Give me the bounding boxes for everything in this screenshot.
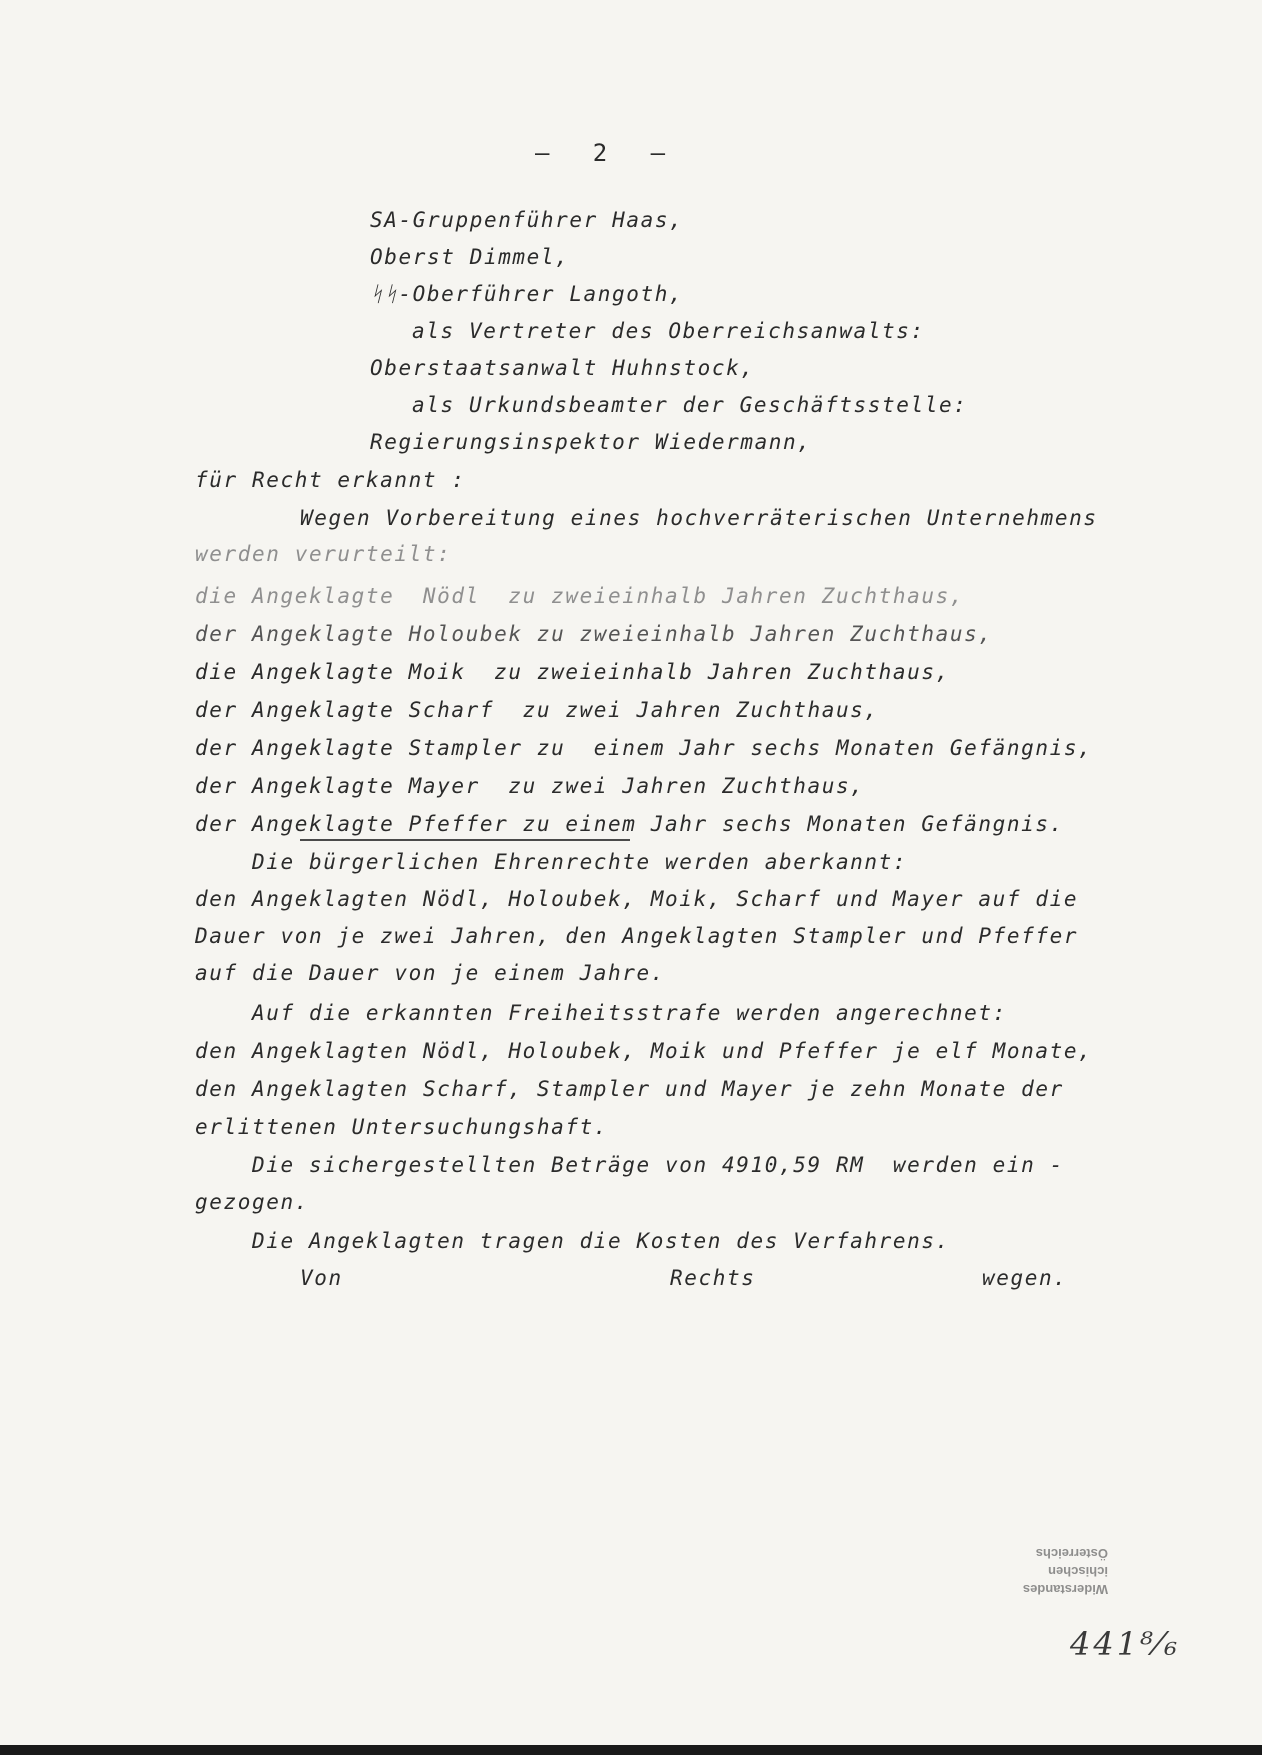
page-number: – 2 – (535, 139, 666, 167)
charge-line: werden verurteilt: (195, 542, 452, 566)
court-member: ᛋᛋ-Oberführer Langoth, (370, 282, 684, 306)
honor-rights-line: Dauer von je zwei Jahren, den Angeklagten Stampler und Pfeffer (195, 924, 1079, 948)
honor-rights-line: auf die Dauer von je einem Jahre. (195, 961, 666, 985)
prosecutor-label: als Vertreter des Oberreichsanwalts: (412, 319, 925, 343)
confiscation-line: gezogen. (195, 1190, 309, 1214)
sentence-line: der Angeklagte Pfeffer zu einem Jahr sechs Monaten Gefängnis. (195, 812, 1064, 836)
custody-credit-line: Auf die erkannten Freiheitsstrafe werden angerechnet: (195, 1001, 1007, 1025)
court-member: Oberst Dimmel, (370, 245, 570, 269)
custody-credit-line: den Angeklagten Nödl, Holoubek, Moik und Pfeffer je elf Monate, (195, 1039, 1093, 1063)
charge-line: Wegen Vorbereitung eines hochverräterischen Unternehmens (300, 506, 1098, 530)
verdict-intro: für Recht erkannt : (195, 468, 466, 492)
sentence-line: die Angeklagte Moik zu zweieinhalb Jahren Zuchthaus, (195, 660, 950, 684)
stamp-line: Widerstandes (1022, 1582, 1108, 1597)
sentence-line: die Angeklagte Nödl zu zweieinhalb Jahren Zuchthaus, (195, 584, 965, 608)
court-member: SA-Gruppenführer Haas, (370, 208, 684, 232)
clerk-name: Regierungsinspektor Wiedermann, (370, 430, 812, 454)
honor-rights-line: den Angeklagten Nödl, Holoubek, Moik, Scharf und Mayer auf die (195, 887, 1079, 911)
scan-edge (0, 1745, 1262, 1755)
costs-line: Die Angeklagten tragen die Kosten des Verfahrens. (195, 1229, 950, 1253)
archive-stamp (888, 1488, 1108, 1598)
sentence-line: der Angeklagte Scharf zu zwei Jahren Zuchthaus, (195, 698, 879, 722)
closing-word: wegen. (982, 1266, 1068, 1290)
closing-word: Rechts (670, 1266, 756, 1290)
handwritten-underline (300, 839, 630, 841)
stamp-line: ichischen (1048, 1564, 1108, 1579)
closing-word: Von (300, 1266, 343, 1290)
sentence-line: der Angeklagte Holoubek zu zweieinhalb Jahren Zuchthaus, (195, 622, 993, 646)
stamp-line: Österreichs (1035, 1546, 1108, 1561)
handwritten-folio-number: 441⁸⁄₆ (1070, 1625, 1181, 1663)
honor-rights-line: Die bürgerlichen Ehrenrechte werden aberkannt: (195, 850, 908, 874)
custody-credit-line: erlittenen Untersuchungshaft. (195, 1115, 609, 1139)
confiscation-line: Die sichergestellten Beträge von 4910,59 RM werden ein - (195, 1153, 1064, 1177)
sentence-line: der Angeklagte Stampler zu einem Jahr sechs Monaten Gefängnis, (195, 736, 1093, 760)
custody-credit-line: den Angeklagten Scharf, Stampler und Mayer je zehn Monate der (195, 1077, 1064, 1101)
prosecutor-name: Oberstaatsanwalt Huhnstock, (370, 356, 755, 380)
sentence-line: der Angeklagte Mayer zu zwei Jahren Zuchthaus, (195, 774, 865, 798)
clerk-label: als Urkundsbeamter der Geschäftsstelle: (412, 393, 968, 417)
